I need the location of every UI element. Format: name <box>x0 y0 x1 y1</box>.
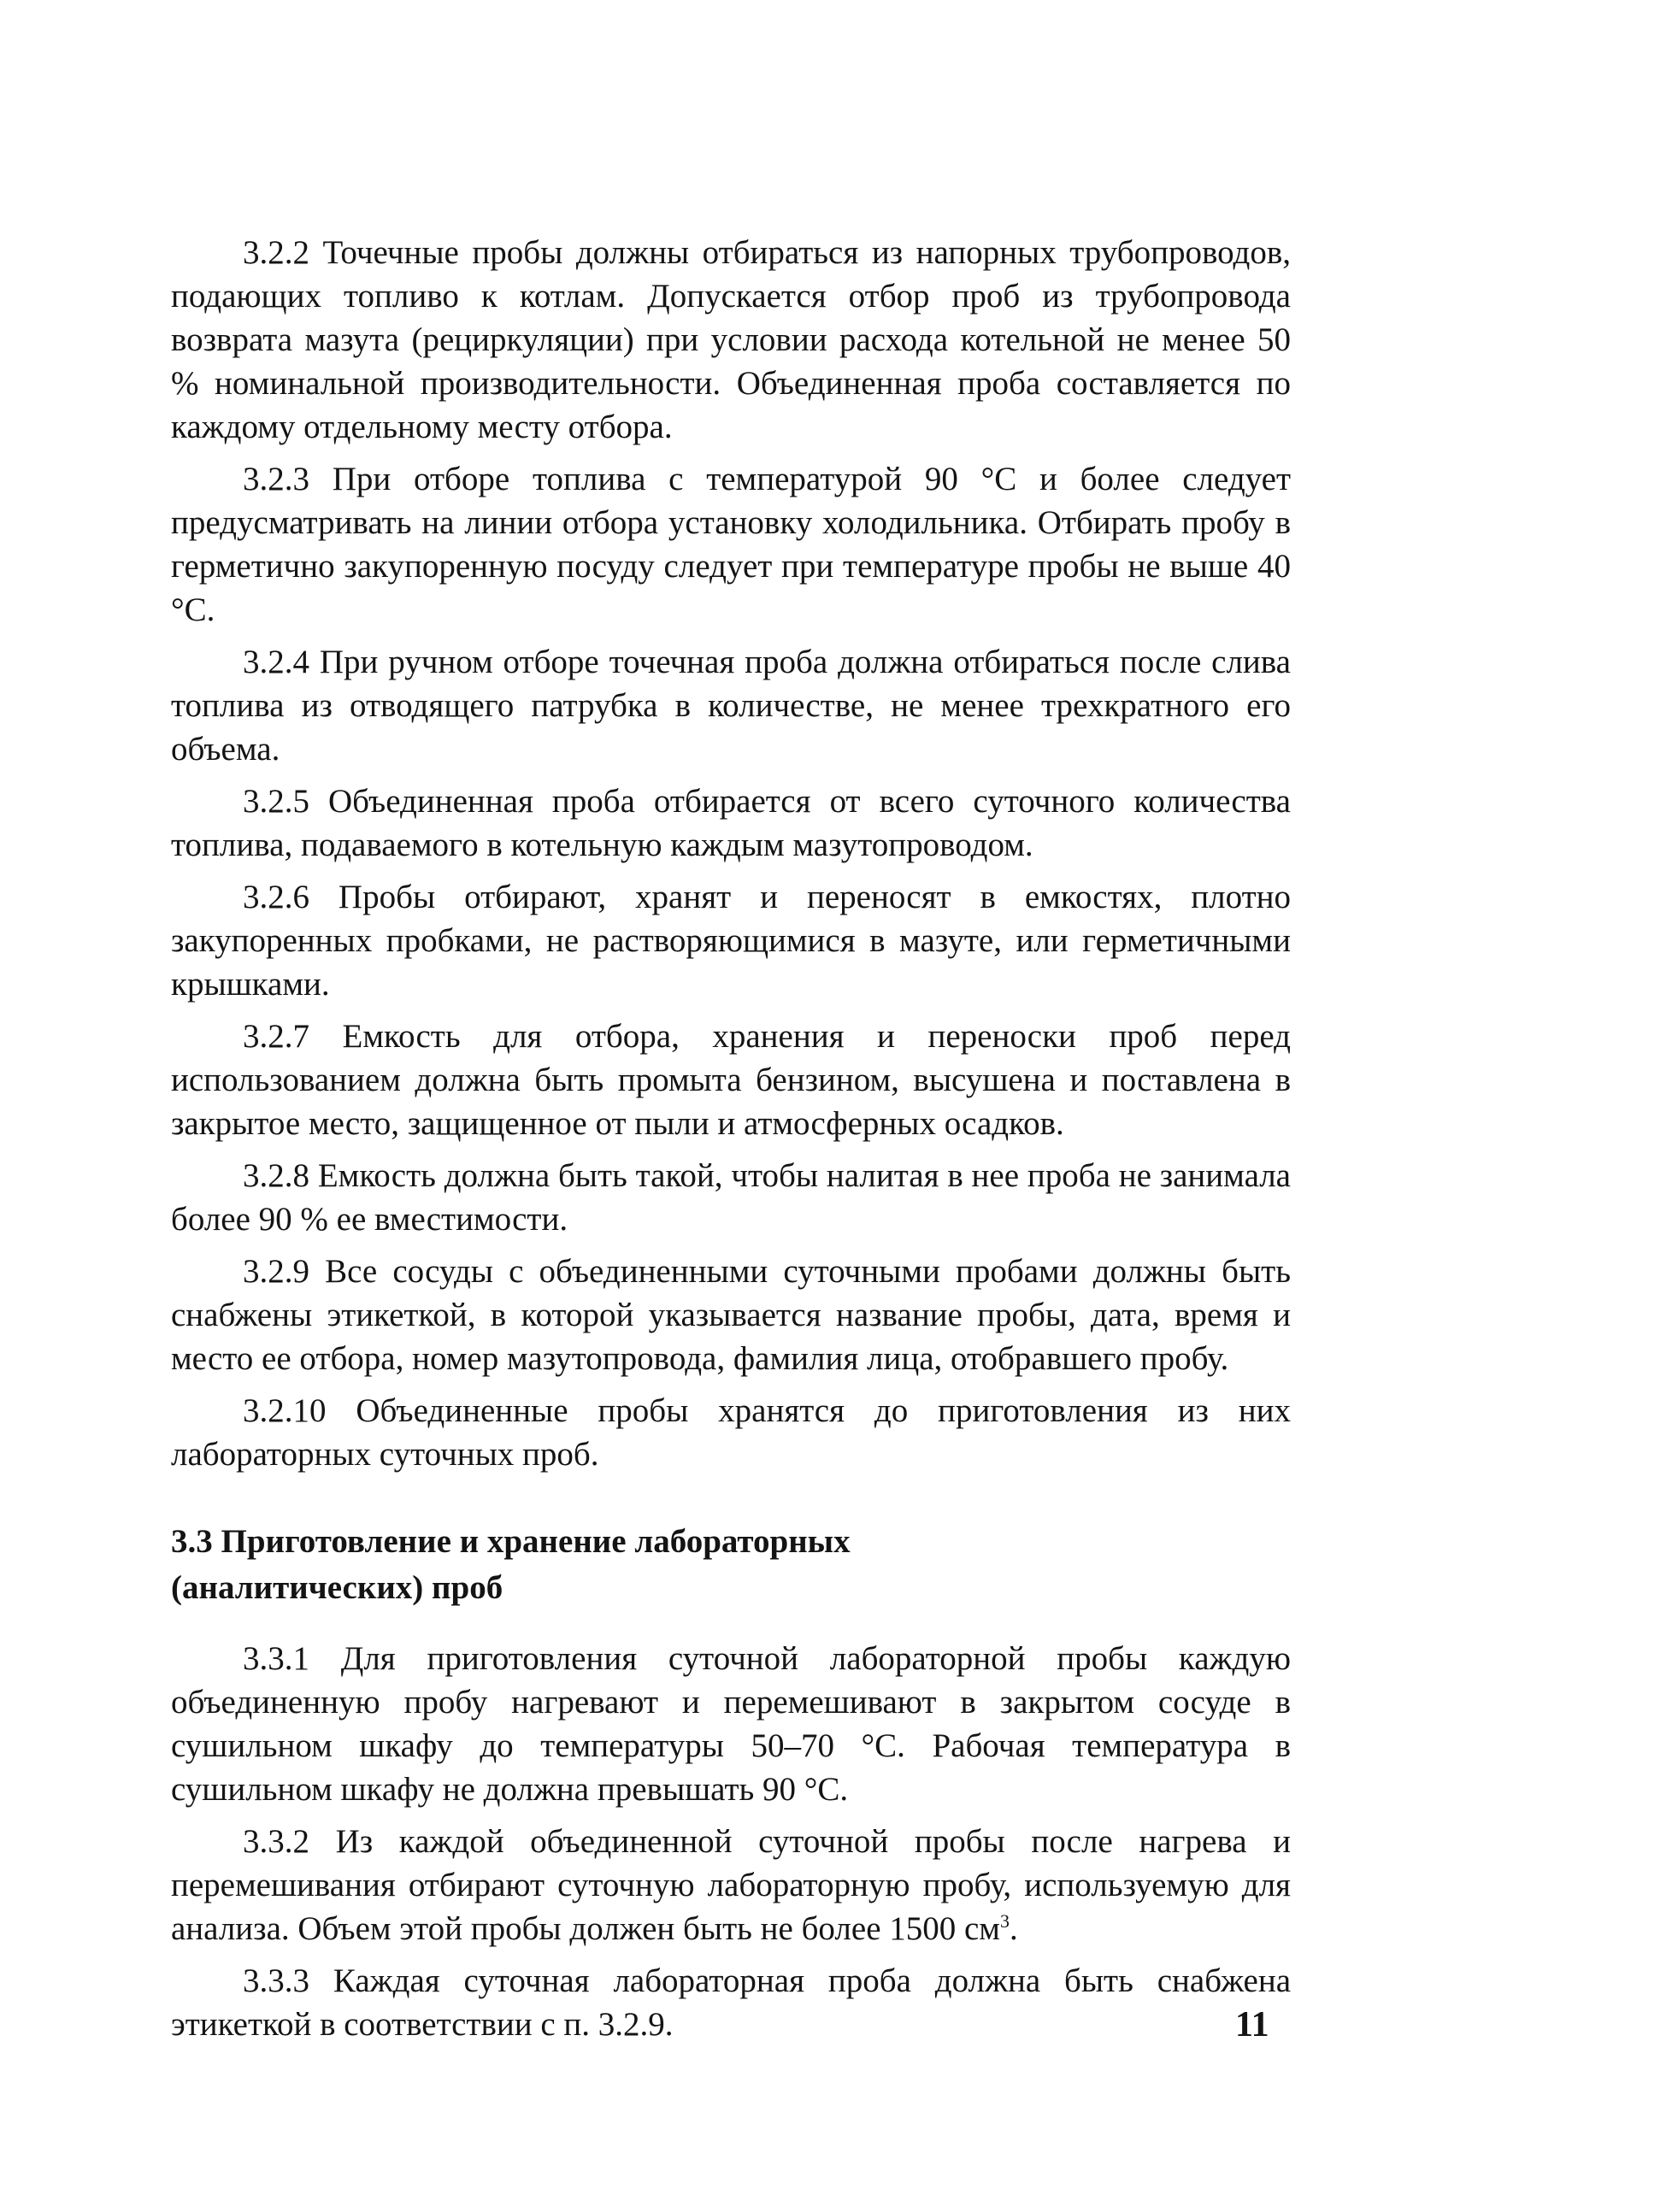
paragraph-3-2-2: 3.2.2 Точечные пробы должны отбираться из напорных трубопроводов, подающих топливо к котлам. Допускается отбор проб из трубопровода возврата мазута (рециркуляции) при условии расхода котельной не менее 50 % номинальной производительности. Объединенная проба составляется по каждому отдельному месту отбора. <box>171 234 1291 445</box>
paragraph-3-2-6: 3.2.6 Пробы отбирают, хранят и переносят в емкостях, плотно закупоренных пробками, не растворяющимися в мазуте, или герметичными крышками. <box>171 879 1291 1003</box>
paragraph-3-2-8: 3.2.8 Емкость должна быть такой, чтобы налитая в нее проба не занимала более 90 % ее вместимости. <box>171 1157 1291 1238</box>
paragraph-3-2-9: 3.2.9 Все сосуды с объединенными суточными пробами должны быть снабжены этикеткой, в которой указывается название пробы, дата, время и место ее отбора, номер мазутопровода, фамилия лица, отобравшего пробу. <box>171 1253 1291 1377</box>
paragraph-3-3-2 <box>171 1820 1291 1950</box>
document-page <box>171 231 1291 2055</box>
paragraph-3-3-3: 3.3.3 Каждая суточная лабораторная проба должна быть снабжена этикеткой в соответствии с п. 3.2.9. <box>171 1962 1291 2043</box>
section-heading-3-3: 3.3 Приготовление и хранение лабораторных (аналитических) проб <box>171 1523 851 1606</box>
paragraph-3-2-7: 3.2.7 Емкость для отбора, хранения и переноски проб перед использованием должна быть промыта бензином, высушена и поставлена в закрытое место, защищенное от пыли и атмосферных осадков. <box>171 1018 1291 1142</box>
paragraph-3-3-2-text: 3.3.2 Из каждой объединенной суточной пробы после нагрева и перемешивания отбирают суточную лабораторную пробу, используемую для анализа. Объем этой пробы должен быть не более 1500 см <box>171 1823 1291 1947</box>
paragraph-3-2-3: 3.2.3 При отборе топлива с температурой 90 °С и более следует предусматривать на линии отбора установку холодильника. Отбирать пробу в герметично закупоренную посуду следует при температуре пробы не выше 40 °С. <box>171 461 1291 628</box>
paragraph-3-3-2-tail: . <box>1010 1910 1018 1947</box>
paragraph-3-2-5: 3.2.5 Объединенная проба отбирается от всего суточного количества топлива, подаваемого в котельную каждым мазутопроводом. <box>171 783 1291 863</box>
paragraph-3-2-4: 3.2.4 При ручном отборе точечная проба должна отбираться после слива топлива из отводящего патрубка в количестве, не менее трехкратного его объема. <box>171 644 1291 768</box>
paragraph-3-3-1: 3.3.1 Для приготовления суточной лабораторной пробы каждую объединенную пробу нагревают и перемешивают в закрытом сосуде в сушильном шкафу до температуры 50–70 °С. Рабочая температура в сушильном шкафу не должна превышать 90 °С. <box>171 1640 1291 1808</box>
paragraph-3-2-10: 3.2.10 Объединенные пробы хранятся до приготовления из них лабораторных суточных проб. <box>171 1392 1291 1473</box>
superscript-3: 3 <box>1000 1910 1010 1932</box>
page-number: 11 <box>1235 2005 1269 2044</box>
